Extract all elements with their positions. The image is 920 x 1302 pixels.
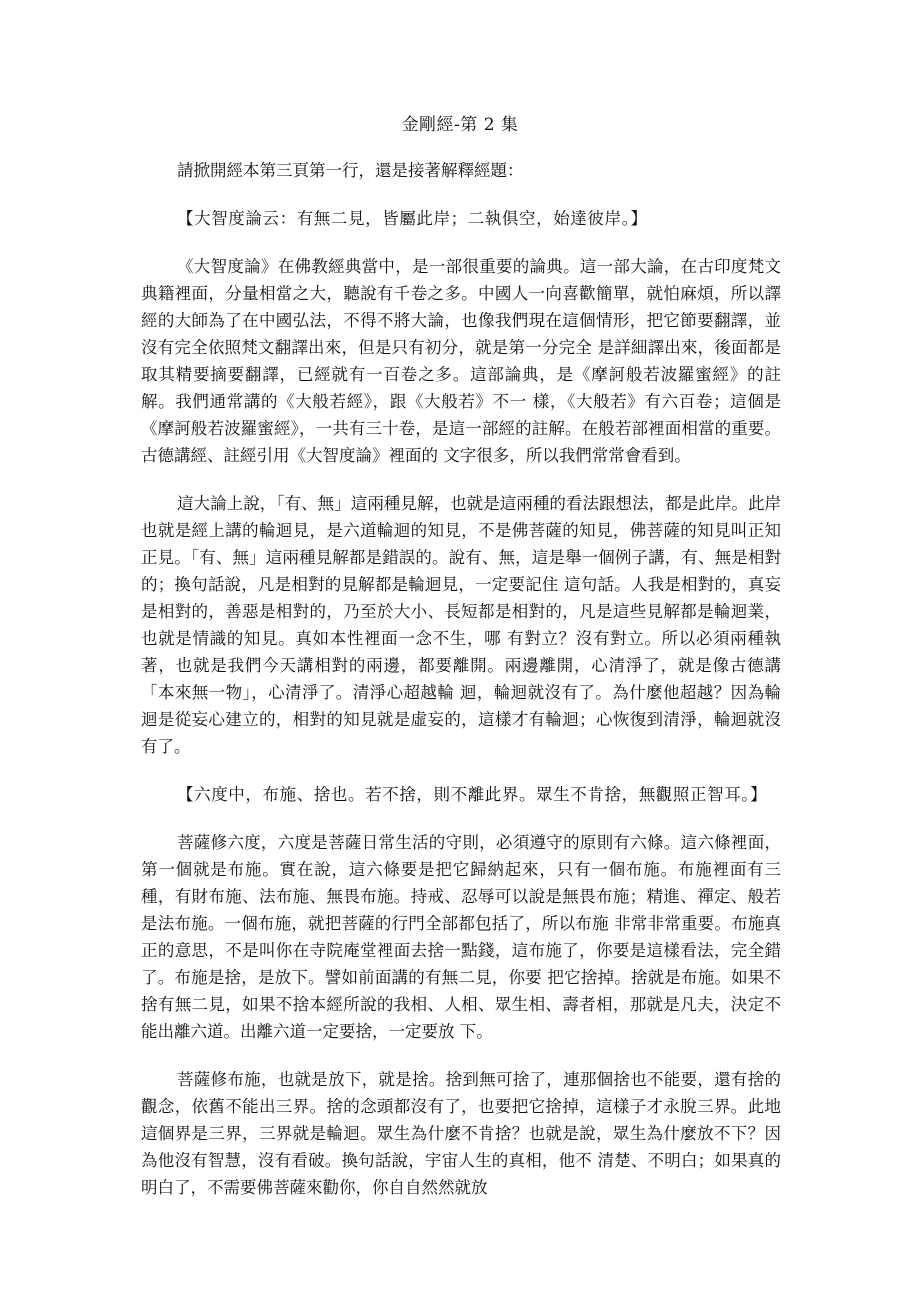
paragraph-intro: 請掀開經本第三頁第一行，還是接著解釋經題： [177, 161, 524, 180]
paragraph-this-shore: 這大論上說，「有、無」這兩種見解，也就是這兩種的看法跟想法，都是此岸。此岸也就是經上講的輪迴見，是六道輪迴的知見，不是佛菩薩的知見，佛菩薩的知見叫正知正見。「有、無」這兩種見解都是錯誤的。說有、無，這是舉一個例子講，有、無是相對的；換句話說，凡是相對的見解都是輪迴見，一定要記住 這句話。人我是相對的，真妄是相對的，善惡是相對的，乃至於大小、長短都是相對的，凡是這些見解都是輪迴業，也就是情識的知見。真如本性裡面一念不生，哪 有對立？沒有對立。所以必須兩種執著，也就是我們今天講相對的兩邊，都要離開。兩邊離開，心清淨了，就是像古德講「本來無一物」，心清淨了。清淨心超越輪 迴，輪迴就沒有了。為什麼他超越？因為輪迴是從妄心建立的，相對的知見就是虛妄的，這樣才有輪迴；心恢復到清淨，輪迴就沒有了。 [141, 494, 781, 756]
document-body [141, 157, 781, 1201]
paragraph-quote-dazhidulun: 【大智度論云：有無二見，皆屬此岸；二執俱空，始達彼岸。】 [177, 209, 648, 228]
paragraph-quote-six-perfections: 【六度中，布施、捨也。若不捨，則不離此界。眾生不肯捨，無觀照正智耳。】 [177, 785, 768, 804]
page-title: 金剛經-第 2 集 [401, 115, 519, 135]
paragraph-letting-go: 菩薩修布施，也就是放下，就是捨。捨到無可捨了，連那個捨也不能要，還有捨的觀念，依舊不能出三界。捨的念頭都沒有了，也要把它捨掉，這樣子才永脫三界。此地這個界是三界，三界就是輪迴。眾生為什麼不肯捨？也就是說，眾生為什麼放不下？因為他沒有智慧，沒有看破。換句話說，宇宙人生的真相，他不 清楚、不明白；如果真的明白了，不需要佛菩薩來勸你，你自自然然就放 [141, 1070, 781, 1197]
paragraph-dazhidulun-explanation: 《大智度論》在佛教經典當中，是一部很重要的論典。這一部大論，在古印度梵文典籍裡面，分量相當之大，聽說有千卷之多。中國人一向喜歡簡單，就怕麻煩，所以譯經的大師為了在中國弘法，不得不將大論，也像我們現在這個情形，把它節要翻譯，並沒有完全依照梵文翻譯出來，但是只有初分，就是第一分完全 是詳細譯出來，後面都是取其精要摘要翻譯，已經就有一百卷之多。這部論典，是《摩訶般若波羅蜜經》的註解。我們通常講的《大般若經》，跟《大般若》不一 樣，《大般若》有六百卷；這個是《摩訶般若波羅蜜經》，一共有三十卷，是這一部經的註解。在般若部裡面相當的重要。古德講經、註經引用《大智度論》裡面的 文字很多，所以我們常常會看到。 [141, 257, 781, 465]
paragraph-giving: 菩薩修六度，六度是菩薩日常生活的守則，必須遵守的原則有六條。這六條裡面，第一個就是布施。實在說，這六條要是把它歸納起來，只有一個布施。布施裡面有三種，有財布施、法布施、無畏布施。持戒、忍辱可以說是無畏布施；精進、禪定、般若是法布施。一個布施，就把菩薩的行門全部都包括了，所以布施 非常非常重要。布施真正的意思，不是叫你在寺院庵堂裡面去捨一點錢，這布施了，你要是這樣看法，完全錯了。布施是捨，是放下。譬如前面講的有無二見，你要 把它捨掉。捨就是布施。如果不捨有無二見，如果不捨本經所說的我相、人相、眾生相、壽者相，那就是凡夫，決定不能出離六道。出離六道一定要捨，一定要放 下。 [141, 833, 781, 1041]
